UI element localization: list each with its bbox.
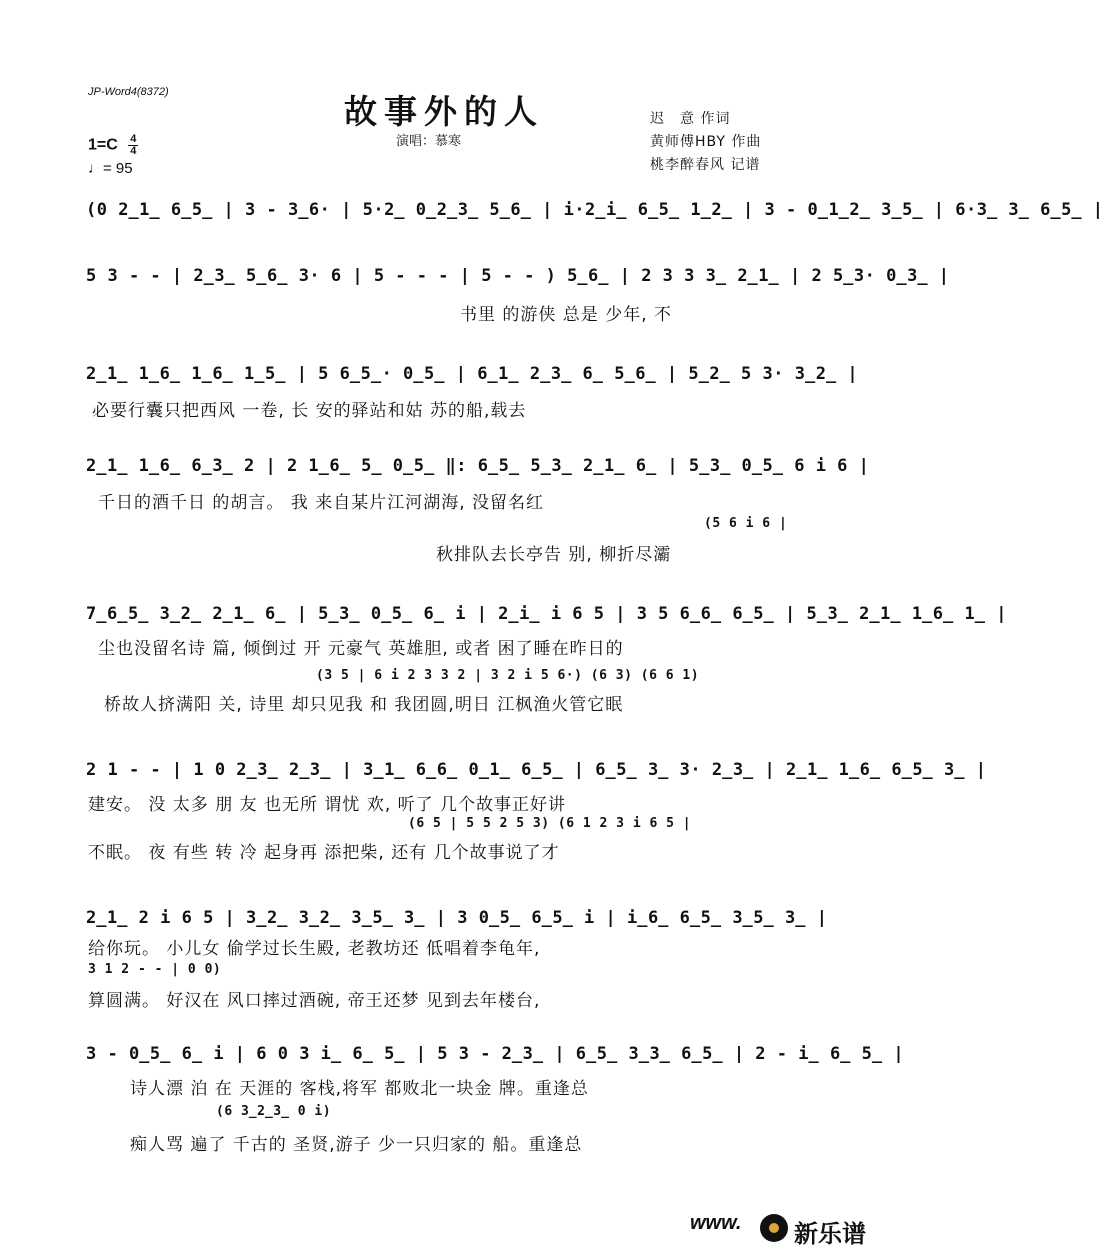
notes-line-8-alt: (6 3̲2̲3̲ 0 i): [216, 1104, 332, 1119]
notes-line-4-alt: (5 6 i 6 |: [704, 516, 788, 531]
notes-line-7-alt: 3 1 2 - - | 0 0): [88, 962, 222, 977]
lyric-line-4: 千日的酒千日 的胡言。 我 来自某片江河湖海, 没留名红: [98, 493, 545, 513]
notes-line-7: 2̲1̲ 2 i 6 5 | 3̲2̲ 3̲2̲ 3̲5̲ 3̲ | 3 0̲5̲ 6̲5̲ i | i̲6̲ 6̲5̲ 3̲5̲ 3̲ |: [86, 908, 828, 928]
notes-line-3: 2̲1̲ 1̲6̲ 1̲6̲ 1̲5̲ | 5 6̲5̲· 0̲5̲ | 6̲1̲ 2̲3̲ 6̲ 5̲6̲ | 5̲2̲ 5 3· 3̲2̲ |: [86, 364, 859, 384]
notes-line-1: (0 2̲1̲ 6̲5̲ | 3 - 3̲6· | 5·2̲ 0̲2̲3̲ 5̲6̲ | i·2̲i̲ 6̲5̲ 1̲2̲ | 3 - 0̲1̲2̲ 3̲5̲ | 6·3̲ 3̲ 6̲5̲ |: [86, 200, 1104, 220]
notes-line-5-alt: (3 5 | 6 i 2 3 3 2 | 3 2 i 5 6·) (6 3) (6 6 1): [316, 668, 700, 683]
notes-line-5: 7̲6̲5̲ 3̲2̲ 2̲1̲ 6̲ | 5̲3̲ 0̲5̲ 6̲ i | 2̲i̲ i 6 5 | 3 5 6̲6̲ 6̲5̲ | 5̲3̲ 2̲1̲ 1̲6̲ 1̲ |: [86, 604, 1007, 624]
notes-line-4: 2̲1̲ 1̲6̲ 6̲3̲ 2 | 2 1̲6̲ 5̲ 0̲5̲ ‖: 6̲5̲ 5̲3̲ 2̲1̲ 6̲ | 5̲3̲ 0̲5̲ 6 i 6 |: [86, 456, 870, 476]
lyric-line-3: 必要行囊只把西风 一卷, 长 安的驿站和姑 苏的船,载去: [92, 401, 527, 421]
key-signature: [88, 134, 138, 157]
time-signature: [128, 134, 138, 157]
lyric-line-5: 尘也没留名诗 篇, 倾倒过 开 元豪气 英雄胆, 或者 困了睡在昨日的: [98, 639, 624, 659]
arranger-credit: 桃李醉春风 记谱: [650, 157, 761, 173]
notes-line-6: 2 1 - - | 1 0 2̲3̲ 2̲3̲ | 3̲1̲ 6̲6̲ 0̲1̲ 6̲5̲ | 6̲5̲ 3̲ 3· 2̲3̲ | 2̲1̲ 1̲6̲ 6̲5̲ 3̲ |: [86, 760, 987, 780]
time-denominator: 4: [130, 145, 137, 157]
lyric-line-2: 书里 的游侠 总是 少年, 不: [460, 305, 673, 325]
key-label: 1=C: [88, 136, 118, 154]
singer-credit: 演唱：慕寒: [396, 134, 462, 149]
tempo-marking: ♩= 95: [88, 160, 133, 177]
page-title: 故事外的人: [344, 92, 544, 131]
time-numerator: 4: [130, 133, 137, 145]
lyric-line-7: 给你玩。 小儿女 偷学过长生殿, 老教坊还 低唱着李龟年,: [88, 939, 541, 959]
lyricist-credit: 迟 意 作词: [650, 111, 731, 127]
software-label: JP-Word4(8372): [88, 86, 169, 98]
lyric-line-7-verse2: 算圆满。 好汉在 风口摔过酒碗, 帝王还梦 见到去年楼台,: [88, 991, 541, 1011]
site-logo-text: 新乐谱: [794, 1220, 866, 1248]
notes-line-6-alt: (6 5 | 5 5 2 5 3) (6 1 2 3 i 6 5 |: [408, 816, 692, 831]
lyric-line-5-verse2: 桥故人挤满阳 关, 诗里 却只见我 和 我团圆,明日 江枫渔火管它眠: [104, 695, 624, 715]
lyric-line-4-verse2: 秋排队去长亭告 别, 柳折尽灞: [436, 545, 672, 565]
lyric-line-6-verse2: 不眠。 夜 有些 转 冷 起身再 添把柴, 还有 几个故事说了才: [88, 843, 560, 863]
lyric-line-6: 建安。 没 太多 朋 友 也无所 谓忧 欢, 听了 几个故事正好讲: [88, 795, 567, 815]
notes-line-8: 3 - 0̲5̲ 6̲ i | 6 0 3 i̲ 6̲ 5̲ | 5 3 - 2̲3̲ | 6̲5̲ 3̲3̲ 6̲5̲ | 2 - i̲ 6̲ 5̲ |: [86, 1044, 905, 1064]
record-disc-icon: [760, 1214, 788, 1242]
notes-line-2: 5 3 - - | 2̲3̲ 5̲6̲ 3· 6 | 5 - - - | 5 - - ) 5̲6̲ | 2 3 3 3̲ 2̲1̲ | 2 5̲3· 0̲3̲ |: [86, 266, 950, 286]
site-watermark: www.: [690, 1212, 742, 1234]
lyric-line-8-verse2: 痴人骂 遍了 千古的 圣贤,游子 少一只归家的 船。重逢总: [130, 1135, 583, 1155]
composer-credit: 黄师傅HBY 作曲: [650, 134, 762, 150]
lyric-line-8: 诗人漂 泊 在 天涯的 客栈,将军 都败北一块金 牌。重逢总: [130, 1079, 589, 1099]
